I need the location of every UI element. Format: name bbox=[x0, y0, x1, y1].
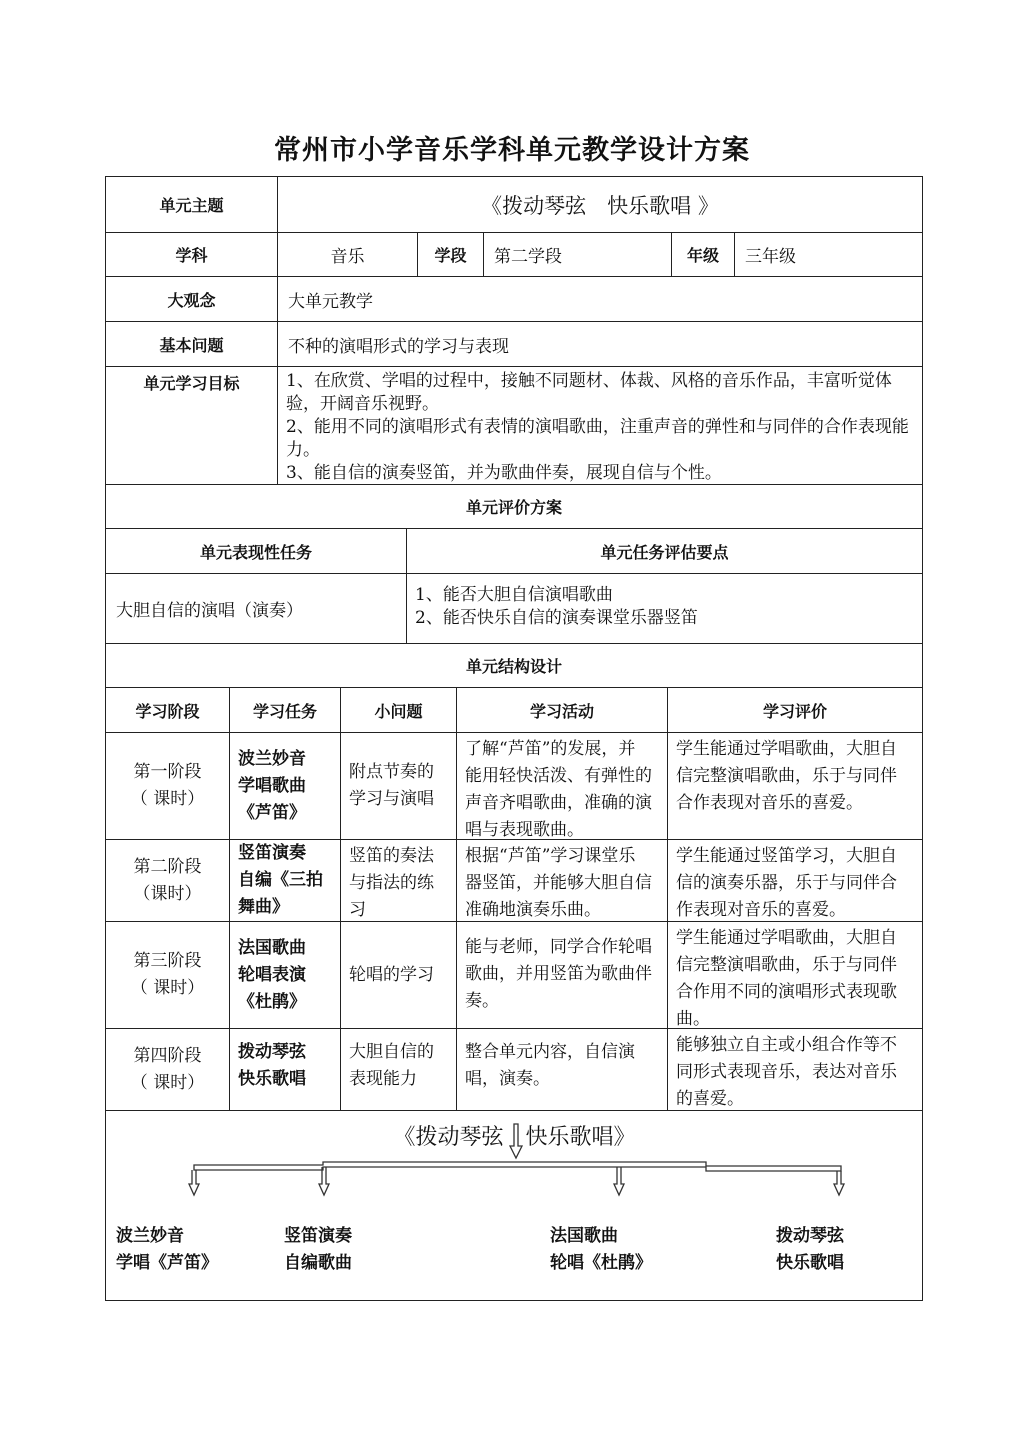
branch-connector bbox=[194, 1162, 841, 1171]
table-row-activity bbox=[456, 839, 668, 922]
col-header-question: 小问题 bbox=[340, 687, 457, 733]
task-line: 轮唱表演 bbox=[238, 964, 306, 985]
unit-structure-diagram bbox=[106, 1110, 923, 1301]
table-row-task bbox=[229, 732, 341, 840]
table-row-evaluation bbox=[667, 1028, 923, 1111]
evaluation-line: 作表现对音乐的喜爱。 bbox=[676, 900, 846, 920]
design-table bbox=[106, 177, 923, 1301]
activity-line: 唱，演奏。 bbox=[465, 1069, 550, 1089]
down-arrow-icon bbox=[319, 1167, 329, 1195]
evaluation-line: 信完整演唱歌曲，乐于与同伴 bbox=[676, 955, 897, 975]
assessment-points-header: 单元任务评估要点 bbox=[406, 528, 923, 574]
evaluation-line: 合作用不同的演唱形式表现歌 bbox=[676, 982, 897, 1002]
activity-line: 奏。 bbox=[465, 991, 499, 1011]
stage-name: 第一阶段 bbox=[133, 762, 202, 782]
table-row-stage bbox=[105, 1028, 230, 1111]
question-line: 习 bbox=[349, 900, 366, 920]
evaluation-line: 同形式表现音乐，表达对音乐 bbox=[676, 1062, 897, 1082]
branch-label: 竖笛演奏 自编歌曲 bbox=[284, 1226, 352, 1273]
down-arrow-icon bbox=[834, 1171, 844, 1195]
task-line: 学唱歌曲 bbox=[238, 775, 306, 796]
basic-question-value: 不种的演唱形式的学习与表现 bbox=[277, 321, 923, 367]
evaluation-line: 的喜爱。 bbox=[676, 1089, 744, 1109]
performance-task-value: 大胆自信的演唱（演奏） bbox=[105, 573, 407, 644]
branch-label: 波兰妙音 学唱《芦笛》 bbox=[116, 1226, 218, 1273]
table-row-task bbox=[229, 921, 341, 1029]
objective-item: 3、能自信的演奏竖笛，并为歌曲伴奏，展现自信与个性。 bbox=[286, 463, 722, 483]
table-row-task bbox=[229, 839, 341, 922]
objective-item: 1、在欣赏、学唱的过程中，接触不同题材、体裁、风格的音乐作品，丰富听觉体验，开阔音乐视野。 bbox=[286, 371, 892, 414]
stage-value: 第二学段 bbox=[483, 232, 672, 277]
table-row-question bbox=[340, 839, 457, 922]
evaluation-line: 能够独立自主或小组合作等不 bbox=[676, 1035, 897, 1055]
activity-line: 了解“芦笛”的发展，并 bbox=[465, 739, 636, 759]
table-row-evaluation bbox=[667, 839, 923, 922]
task-line: 《芦笛》 bbox=[238, 802, 306, 823]
evaluation-line: 合作表现对音乐的喜爱。 bbox=[676, 793, 863, 813]
evaluation-line: 信完整演唱歌曲，乐于与同伴 bbox=[676, 766, 897, 786]
col-header-activity: 学习活动 bbox=[456, 687, 668, 733]
label-objectives: 单元学习目标 bbox=[105, 366, 278, 485]
evaluation-line: 学生能通过学唱歌曲，大胆自 bbox=[676, 739, 897, 759]
evaluation-line: 学生能通过学唱歌曲，大胆自 bbox=[676, 928, 897, 948]
activity-line: 整合单元内容，自信演 bbox=[465, 1042, 635, 1062]
activity-line: 声音齐唱歌曲，准确的演 bbox=[465, 793, 652, 813]
branch-label: 拨动琴弦 快乐歌唱 bbox=[776, 1226, 844, 1273]
task-line: 《杜鹃》 bbox=[238, 991, 306, 1012]
evaluation-plan-heading: 单元评价方案 bbox=[105, 484, 923, 529]
question-line: 表现能力 bbox=[349, 1069, 417, 1089]
table-row-activity bbox=[456, 732, 668, 840]
activity-line: 唱与表现歌曲。 bbox=[465, 820, 584, 840]
diagram-title: 《拨动琴弦 快乐歌唱》 bbox=[393, 1125, 636, 1150]
stage-hours: （ 课时） bbox=[130, 1072, 205, 1093]
objective-item: 2、能用不同的演唱形式有表情的演唱歌曲，注重声音的弹性和与同伴的合作表现能力。 bbox=[286, 417, 909, 460]
subject-value: 音乐 bbox=[277, 232, 418, 277]
down-arrow-icon bbox=[510, 1124, 522, 1158]
activity-line: 准确地演奏乐曲。 bbox=[465, 900, 601, 920]
performance-task-header: 单元表现性任务 bbox=[105, 528, 407, 574]
table-row-question bbox=[340, 1028, 457, 1111]
table-row-question bbox=[340, 732, 457, 840]
label-unit-theme: 单元主题 bbox=[105, 176, 278, 233]
table-row-stage bbox=[105, 732, 230, 840]
stage-name: 第二阶段 bbox=[133, 856, 202, 877]
question-line: 学习与演唱 bbox=[349, 789, 434, 809]
table-row-evaluation bbox=[667, 921, 923, 1029]
activity-line: 歌曲，并用竖笛为歌曲伴 bbox=[465, 964, 652, 984]
table-row-activity bbox=[456, 921, 668, 1029]
down-arrow-icon bbox=[189, 1170, 199, 1195]
evaluation-line: 曲。 bbox=[676, 1009, 710, 1029]
task-line: 拨动琴弦 bbox=[238, 1042, 306, 1062]
activity-line: 能用轻快活泼、有弹性的 bbox=[465, 766, 652, 786]
table-row-evaluation bbox=[667, 732, 923, 840]
col-header-task: 学习任务 bbox=[229, 687, 341, 733]
grade-value: 三年级 bbox=[734, 232, 923, 277]
page-title: 常州市小学音乐学科单元教学设计方案 bbox=[274, 135, 750, 166]
stage-hours: （课时） bbox=[133, 883, 202, 904]
activity-line: 根据“芦笛”学习课堂乐 bbox=[465, 846, 636, 866]
question-line: 附点节奏的 bbox=[349, 762, 434, 782]
task-line: 快乐歌唱 bbox=[238, 1069, 306, 1089]
assessment-point: 1、能否大胆自信演唱歌曲 bbox=[415, 585, 613, 605]
big-idea-value: 大单元教学 bbox=[277, 276, 923, 322]
down-arrow-icon bbox=[614, 1167, 624, 1195]
label-grade: 年级 bbox=[671, 232, 735, 277]
task-line: 舞曲》 bbox=[238, 897, 289, 917]
table-row-activity bbox=[456, 1028, 668, 1111]
stage-hours: （ 课时） bbox=[130, 978, 205, 998]
assessment-point: 2、能否快乐自信的演奏课堂乐器竖笛 bbox=[415, 608, 698, 628]
table-row-task bbox=[229, 1028, 341, 1111]
objectives-list bbox=[277, 366, 923, 485]
label-basic-question: 基本问题 bbox=[105, 321, 278, 367]
question-line: 与指法的练 bbox=[349, 873, 434, 893]
task-line: 竖笛演奏 bbox=[238, 843, 306, 863]
evaluation-line: 信的演奏乐器，乐于与同伴合 bbox=[676, 873, 897, 893]
assessment-points-list bbox=[406, 573, 923, 644]
col-header-stage: 学习阶段 bbox=[105, 687, 230, 733]
table-row-stage bbox=[105, 921, 230, 1029]
structure-design-heading: 单元结构设计 bbox=[105, 643, 923, 688]
activity-line: 能与老师，同学合作轮唱 bbox=[465, 937, 652, 957]
question-line: 轮唱的学习 bbox=[349, 964, 434, 985]
stage-name: 第四阶段 bbox=[133, 1045, 202, 1066]
branch-label: 法国歌曲 轮唱《杜鹃》 bbox=[550, 1226, 652, 1273]
label-subject: 学科 bbox=[105, 232, 278, 277]
stage-name: 第三阶段 bbox=[133, 951, 202, 971]
task-line: 自编《三拍 bbox=[238, 870, 323, 890]
task-line: 法国歌曲 bbox=[238, 937, 306, 958]
question-line: 大胆自信的 bbox=[349, 1042, 434, 1062]
label-big-idea: 大观念 bbox=[105, 276, 278, 322]
task-line: 波兰妙音 bbox=[238, 748, 306, 769]
table-row-question bbox=[340, 921, 457, 1029]
label-stage: 学段 bbox=[417, 232, 484, 277]
unit-theme-value: 《拨动琴弦 快乐歌唱 》 bbox=[277, 176, 923, 233]
question-line: 竖笛的奏法 bbox=[349, 846, 434, 866]
activity-line: 器竖笛，并能够大胆自信 bbox=[465, 873, 652, 893]
col-header-evaluation: 学习评价 bbox=[667, 687, 923, 733]
stage-hours: （ 课时） bbox=[130, 789, 205, 809]
table-row-stage bbox=[105, 839, 230, 922]
evaluation-line: 学生能通过竖笛学习，大胆自 bbox=[676, 846, 897, 866]
